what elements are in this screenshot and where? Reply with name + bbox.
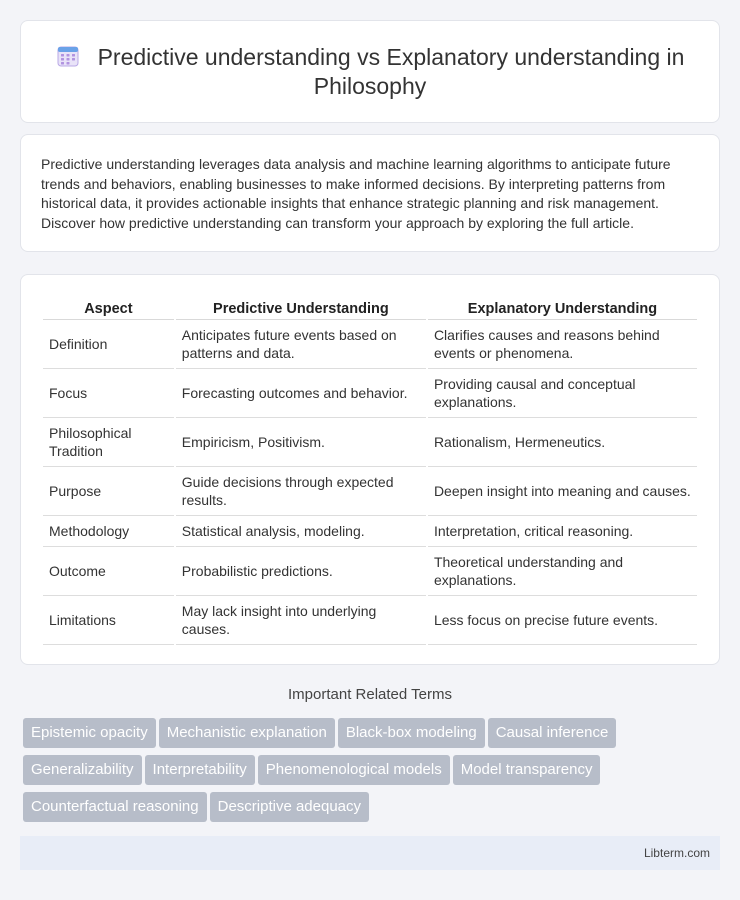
title-card: [20, 20, 720, 123]
table-cell-aspect: Methodology: [43, 516, 174, 547]
table-row: [43, 320, 697, 369]
tag-causal-inference[interactable]: Causal inference: [488, 718, 617, 748]
footer: [20, 836, 720, 870]
table-row: [43, 418, 697, 467]
footer-site-link[interactable]: Libterm.com: [643, 846, 710, 860]
table-row: [43, 467, 697, 516]
tag-row: [23, 718, 723, 755]
table-cell-explanatory: Interpretation, critical reasoning.: [428, 516, 697, 547]
calendar-icon: [56, 44, 80, 68]
table-cell-predictive: Statistical analysis, modeling.: [176, 516, 426, 547]
intro-paragraph: Predictive understanding leverages data analysis and machine learning algorithms to anticipate future trends and behaviors, enabling businesses to make informed decisions. By interpreting patterns from historical data, it provides actionable insights that enhance strategic planning and risk management. Discover how predictive understanding can transform your approach by exploring the full article.: [41, 156, 671, 231]
tag-mechanistic-explanation[interactable]: Mechanistic explanation: [159, 718, 335, 748]
table-row: [43, 596, 697, 645]
table-cell-predictive: Anticipates future events based on patterns and data.: [176, 320, 426, 369]
tag-counterfactual-reasoning[interactable]: Counterfactual reasoning: [23, 792, 207, 822]
table-cell-explanatory: Less focus on precise future events.: [428, 596, 697, 645]
table-row: [43, 369, 697, 418]
page-title: Predictive understanding vs Explanatory understanding in Philosophy: [97, 44, 685, 99]
table-cell-explanatory: Providing causal and conceptual explanations.: [428, 369, 697, 418]
table-cell-predictive: Guide decisions through expected results.: [176, 467, 426, 516]
table-row: [43, 516, 697, 547]
intro-card: [20, 134, 720, 252]
column-header-aspect: Aspect: [43, 295, 174, 320]
comparison-table: [41, 295, 699, 645]
table-cell-aspect: Limitations: [43, 596, 174, 645]
related-terms-heading: Important Related Terms: [288, 686, 452, 703]
tag-generalizability[interactable]: Generalizability: [23, 755, 142, 785]
table-cell-aspect: Purpose: [43, 467, 174, 516]
comparison-table-card: [20, 274, 720, 665]
table-cell-aspect: Philosophical Tradition: [43, 418, 174, 467]
column-header-explanatory: Explanatory Understanding: [428, 295, 697, 320]
table-cell-predictive: Empiricism, Positivism.: [176, 418, 426, 467]
table-cell-explanatory: Clarifies causes and reasons behind events or phenomena.: [428, 320, 697, 369]
tag-descriptive-adequacy[interactable]: Descriptive adequacy: [210, 792, 369, 822]
table-header-row: [43, 295, 697, 320]
tag-epistemic-opacity[interactable]: Epistemic opacity: [23, 718, 156, 748]
table-cell-predictive: Probabilistic predictions.: [176, 547, 426, 596]
table-cell-explanatory: Rationalism, Hermeneutics.: [428, 418, 697, 467]
related-terms-list: [23, 718, 723, 829]
column-header-predictive: Predictive Understanding: [176, 295, 426, 320]
tag-phenomenological-models[interactable]: Phenomenological models: [258, 755, 450, 785]
table-cell-aspect: Definition: [43, 320, 174, 369]
tag-row: [23, 755, 723, 792]
table-cell-aspect: Outcome: [43, 547, 174, 596]
table-cell-predictive: Forecasting outcomes and behavior.: [176, 369, 426, 418]
tag-black-box-modeling[interactable]: Black-box modeling: [338, 718, 485, 748]
table-cell-predictive: May lack insight into underlying causes.: [176, 596, 426, 645]
tag-interpretability[interactable]: Interpretability: [145, 755, 255, 785]
table-row: [43, 547, 697, 596]
table-cell-aspect: Focus: [43, 369, 174, 418]
table-cell-explanatory: Deepen insight into meaning and causes.: [428, 467, 697, 516]
tag-model-transparency[interactable]: Model transparency: [453, 755, 601, 785]
table-cell-explanatory: Theoretical understanding and explanations.: [428, 547, 697, 596]
tag-row: [23, 792, 723, 829]
page-title-wrap: [21, 43, 719, 101]
